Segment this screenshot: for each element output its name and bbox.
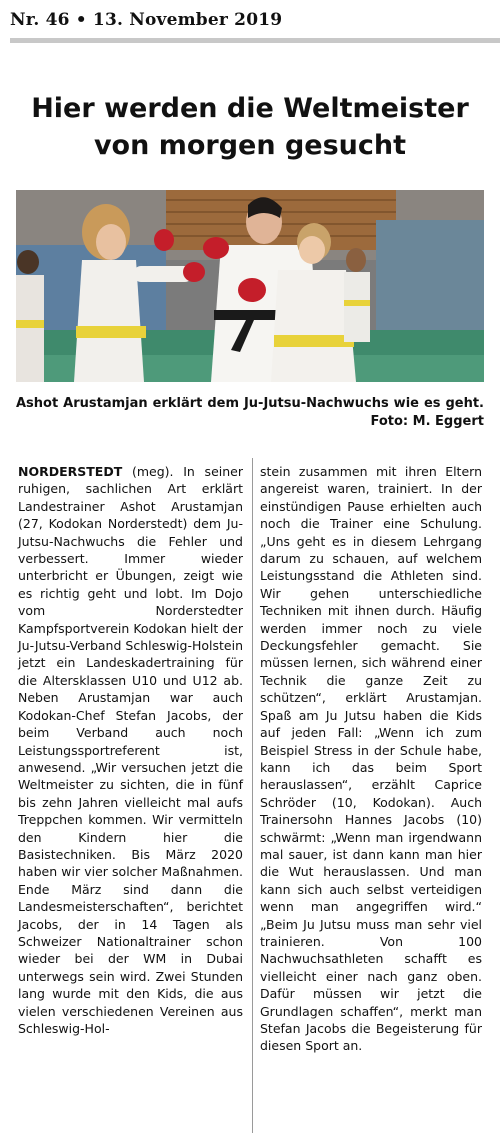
header-rule (10, 38, 500, 43)
article-body-left-column (18, 463, 243, 1037)
headline-line-2: von morgen gesucht (93, 130, 407, 161)
article-body-right-column (260, 463, 482, 1055)
body-paragraph-left (18, 463, 243, 1037)
judo-training-photo-icon (16, 190, 484, 382)
caption-text: Ashot Arustamjan erklärt dem Ju-Jutsu-Nachwuchs wie es geht. (16, 396, 484, 411)
column-divider (252, 458, 253, 1133)
headline (10, 90, 490, 164)
issue-header: Nr. 46 • 13. November 2019 (10, 10, 283, 30)
photo-caption (16, 395, 484, 431)
photo-credit: Foto: M. Eggert (370, 414, 484, 429)
body-text-left: (meg). In seiner ruhigen, sachlichen Art erklärt Landestrainer Ashot Arustamjan (27, Kodokan Norderstedt) dem Ju-Jutsu-Nachwuchs die Fehler und verbessert. Immer wieder unterbricht er Übungen, zeigt wie es richtig geht und lobt. Im Dojo vom Norderstedter Kampfsportverein Kodokan hielt der Ju-Jutsu-Verband Schleswig-Holstein jetzt ein Landeskadertraining für die Altersklassen U10 und U12 ab. Neben Arustamjan war auch Kodokan-Chef Stefan Jacobs, der beim Verband auch noch Leistungssportreferent ist, anwesend. „Wir versuchen jetzt die Weltmeister zu sichten, die in fünf bis zehn Jahren vielleicht mal aufs Treppchen kommen. Wir vermitteln den Kindern hier die Basistechniken. Bis März 2020 haben wir vier solcher Maßnahmen. Ende März sind dann die Landesmeisterschaften“, berichtet Jacobs, der in 14 Tagen als Schweizer Nationaltrainer schon wieder bei der WM in Dubai unterwegs sein wird. Zwei Stunden lang wurde mit den Kids, die aus vielen verschiedenen Vereinen aus Schleswig-Hol- (18, 464, 243, 1036)
headline-line-1: Hier werden die Weltmeister (31, 93, 469, 124)
dateline: NORDERSTEDT (18, 464, 123, 479)
article-photo (16, 190, 484, 382)
body-text-right: stein zusammen mit ihren Eltern angereist waren, trainiert. In der einstündigen Pause erhielten auch noch die Trainer eine Schulung. „Uns geht es in diesem Lehrgang darum zu schauen, auf welchem Leistungsstand die Athleten sind. Wir gehen unterschiedliche Techniken mit ihnen durch. Häufig werden immer noch zu viele Deckungsfehler gemacht. Sie müssen lernen, sich während einer Technik die ganze Zeit zu schützen“, erklärt Arustamjan. Spaß am Ju Jutsu haben die Kids auf jeden Fall: „Wenn ich zum Beispiel Stress in der Schule habe, kann ich das beim Sport herauslassen“, erzählt Caprice Schröder (10, Kodokan). Auch Trainersohn Hannes Jacobs (10) schwärmt: „Wenn man irgendwann mal sauer, ist dann kann man hier die Wut herauslassen. Und man kann sich auch selbst verteidigen wenn man angegriffen wird.“ „Beim Ju Jutsu muss man sehr viel trainieren. Von 100 Nachwuchsathleten schafft es vielleicht einer nach ganz oben. Dafür müssen wir jetzt die Grundlagen schaffen“, merkt man Stefan Jacobs die Begeisterung für diesen Sport an. (260, 464, 482, 1054)
